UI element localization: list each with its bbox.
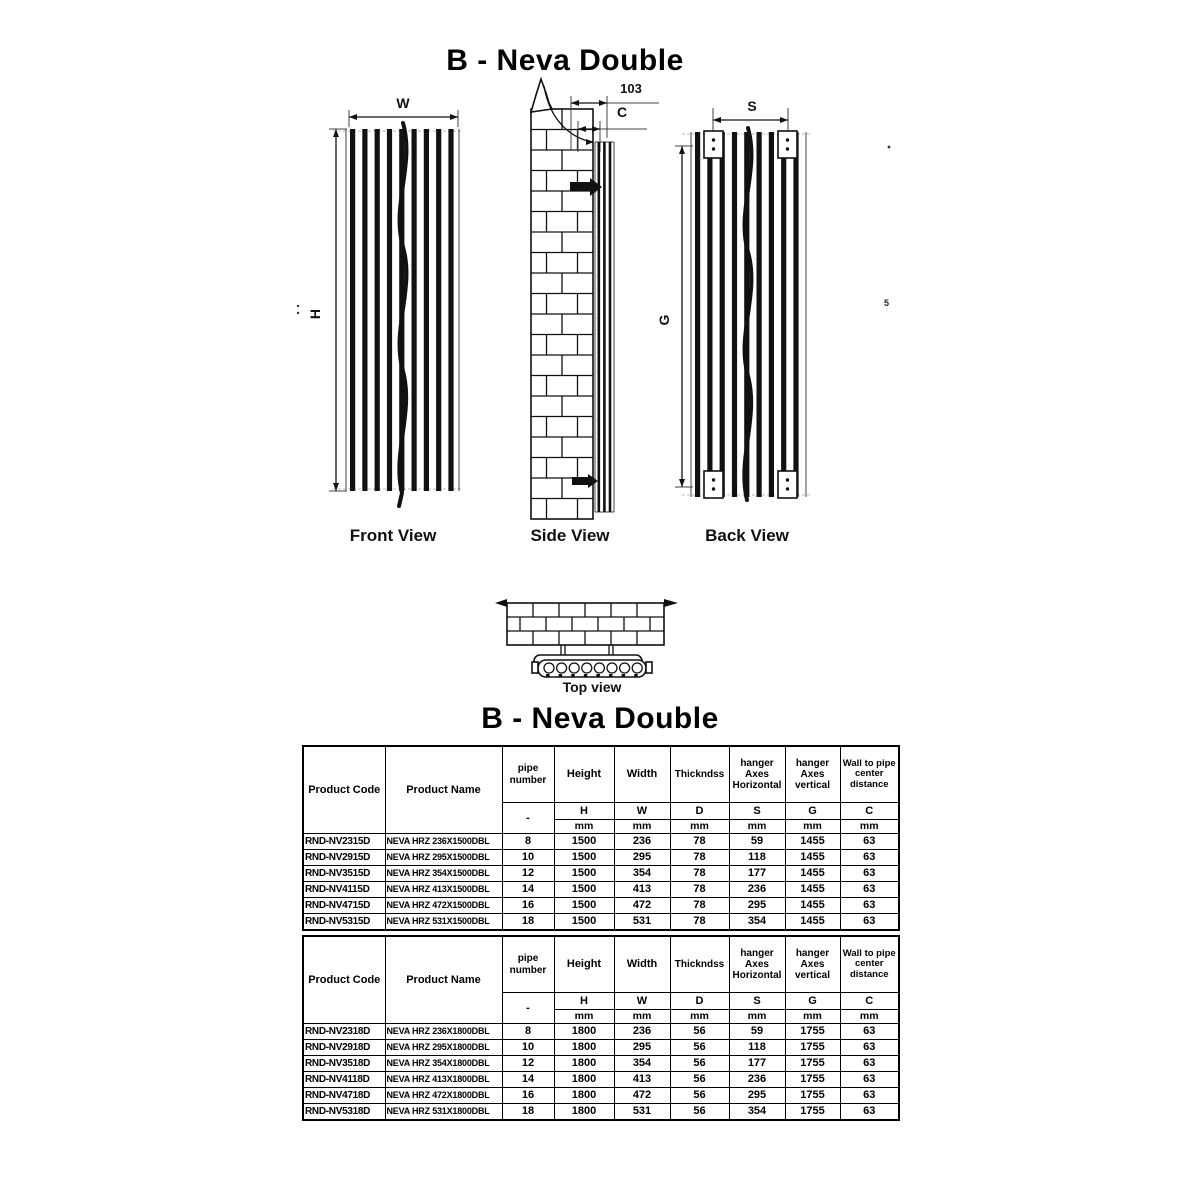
header-hanger-horizontal: hanger Axes Horizontal (729, 936, 785, 993)
header-width: Width (614, 936, 670, 993)
wall-torn-top (531, 79, 552, 112)
table-row (303, 1104, 899, 1121)
table-cell: 78 (670, 850, 729, 866)
table-cell: RND-NV2915D (303, 850, 385, 866)
header-wall-distance: Wall to pipe center distance (840, 746, 899, 803)
table-cell: NEVA HRZ 413X1800DBL (385, 1072, 502, 1088)
tube (757, 132, 762, 497)
brick-pattern (531, 109, 593, 519)
bracket-hole (712, 138, 715, 141)
wall-wing-left (495, 599, 507, 607)
table-cell: 354 (614, 866, 670, 882)
table-cell: 1755 (785, 1072, 840, 1088)
table-cell: 118 (729, 1040, 785, 1056)
table-cell: RND-NV2918D (303, 1040, 385, 1056)
table-cell: NEVA HRZ 531X1800DBL (385, 1104, 502, 1121)
table-row (303, 834, 899, 850)
table-cell: RND-NV5318D (303, 1104, 385, 1121)
stray-dot (297, 305, 299, 307)
table-cell: NEVA HRZ 472X1800DBL (385, 1088, 502, 1104)
table-cell: NEVA HRZ 236X1500DBL (385, 834, 502, 850)
table-cell: 1500 (554, 882, 614, 898)
table-cell: 78 (670, 898, 729, 914)
front-view-label: Front View (349, 526, 437, 545)
table-cell: RND-NV3518D (303, 1056, 385, 1072)
unit-mm: mm (729, 1010, 785, 1024)
table-cell: 1755 (785, 1056, 840, 1072)
front-view (297, 95, 462, 545)
tube (412, 129, 417, 491)
table-cell: 295 (614, 1040, 670, 1056)
symbol-dash: - (502, 993, 554, 1024)
table-cell: RND-NV5315D (303, 914, 385, 931)
table-cell: 236 (729, 882, 785, 898)
table-cell: 1500 (554, 850, 614, 866)
table-cell: 1455 (785, 898, 840, 914)
end-cap (532, 662, 538, 673)
tube-tab (559, 674, 563, 677)
spec-table-1500-wrap (302, 745, 900, 931)
table-row (303, 898, 899, 914)
table-cell: NEVA HRZ 295X1500DBL (385, 850, 502, 866)
wall-wing-right (664, 599, 678, 607)
bracket-hole (786, 487, 789, 490)
tube-circle (569, 663, 579, 673)
tube-circle (557, 663, 567, 673)
unit-mm: mm (785, 820, 840, 834)
stray-dot (297, 312, 299, 314)
table-cell: 8 (502, 834, 554, 850)
table-cell: 1455 (785, 866, 840, 882)
unit-mm: mm (554, 820, 614, 834)
table-cell: RND-NV4715D (303, 898, 385, 914)
table-cell: 14 (502, 882, 554, 898)
bracket-hole (786, 147, 789, 150)
arrowhead (333, 129, 339, 137)
table-cell: 295 (614, 850, 670, 866)
dim-label-w: W (396, 95, 410, 111)
table-cell: 354 (729, 1104, 785, 1121)
table-cell: 1755 (785, 1040, 840, 1056)
table-cell: 1800 (554, 1072, 614, 1088)
tube (362, 129, 367, 491)
header-thickness: Thickndss (670, 746, 729, 803)
dim-label-h: H (307, 308, 323, 320)
table-cell: 16 (502, 898, 554, 914)
symbol-s: S (729, 993, 785, 1010)
dim-label-s: S (747, 98, 757, 114)
table-cell: 531 (614, 1104, 670, 1121)
table-cell: 78 (670, 914, 729, 931)
table-cell: 63 (840, 1040, 899, 1056)
bracket-hole (786, 478, 789, 481)
symbol-g: G (785, 993, 840, 1010)
tube-circle (544, 663, 554, 673)
tube-tab (596, 674, 600, 677)
table-cell: 1500 (554, 866, 614, 882)
table-cell: 63 (840, 1072, 899, 1088)
table-cell: 236 (614, 1024, 670, 1040)
table-cell: 63 (840, 914, 899, 931)
bracket-hole (712, 478, 715, 481)
arrowhead (450, 114, 458, 120)
table-cell: 12 (502, 1056, 554, 1072)
dim-label-c: C (616, 104, 628, 120)
table-cell: 1500 (554, 914, 614, 931)
profile-line (609, 142, 612, 512)
unit-mm: mm (670, 1010, 729, 1024)
bracket-arrow (590, 178, 602, 196)
tube (720, 132, 725, 497)
table-cell: 63 (840, 1024, 899, 1040)
header-product-code: Product Code (303, 936, 385, 1024)
spec-table-1500 (302, 745, 900, 931)
table-cell: RND-NV4718D (303, 1088, 385, 1104)
table-row (303, 866, 899, 882)
dim-label-g: G (656, 314, 672, 326)
table-row (303, 1040, 899, 1056)
table-cell: 56 (670, 1104, 729, 1121)
header-height: Height (554, 746, 614, 803)
table-cell: 1455 (785, 914, 840, 931)
table-row (303, 1024, 899, 1040)
tube-circle (632, 663, 642, 673)
radiator-profile-lines (598, 142, 612, 512)
arrowhead (713, 117, 721, 123)
tube (769, 132, 774, 497)
symbol-dash: - (502, 803, 554, 834)
header-width: Width (614, 746, 670, 803)
spec-table-1800-wrap (302, 935, 900, 1121)
table-cell: 16 (502, 1088, 554, 1104)
table-row (303, 1072, 899, 1088)
table-row (303, 914, 899, 931)
tube-circle (582, 663, 592, 673)
profile-line (598, 142, 601, 512)
unit-mm: mm (785, 1010, 840, 1024)
arrowhead (599, 100, 607, 106)
stray-mark: 5 (884, 298, 890, 308)
stray-dot (888, 146, 891, 149)
table-cell: 18 (502, 914, 554, 931)
table-cell: NEVA HRZ 295X1800DBL (385, 1040, 502, 1056)
table-cell: 18 (502, 1104, 554, 1121)
symbol-s: S (729, 803, 785, 820)
hanger-bracket (704, 471, 723, 498)
table-cell: 63 (840, 834, 899, 850)
tube (732, 132, 737, 497)
bracket-hole (786, 138, 789, 141)
back-view (656, 98, 890, 545)
table-cell: 59 (729, 1024, 785, 1040)
table-cell: 63 (840, 850, 899, 866)
spec-table-1800 (302, 935, 900, 1121)
table-cell: 1800 (554, 1024, 614, 1040)
header-height: Height (554, 936, 614, 993)
tube-tab (609, 674, 613, 677)
tube (424, 129, 429, 491)
table-cell: RND-NV4118D (303, 1072, 385, 1088)
arrowhead (592, 126, 600, 132)
header-hanger-horizontal: hanger Axes Horizontal (729, 746, 785, 803)
table-cell: 1800 (554, 1104, 614, 1121)
table-row (303, 1088, 899, 1104)
table-cell: RND-NV3515D (303, 866, 385, 882)
symbol-g: G (785, 803, 840, 820)
dim-label-103: 103 (620, 81, 642, 96)
unit-mm: mm (554, 1010, 614, 1024)
table-cell: 1455 (785, 850, 840, 866)
table-cell: NEVA HRZ 354X1800DBL (385, 1056, 502, 1072)
table-cell: 63 (840, 882, 899, 898)
table-cell: 1755 (785, 1088, 840, 1104)
profile-line (603, 142, 606, 512)
table-cell: 472 (614, 898, 670, 914)
tube (781, 132, 786, 497)
tube (695, 132, 700, 497)
tube-circle (607, 663, 617, 673)
header-pipe-number: pipe number (502, 746, 554, 803)
bracket-hole (712, 487, 715, 490)
tube (350, 129, 355, 491)
table-cell: NEVA HRZ 531X1500DBL (385, 914, 502, 931)
unit-mm: mm (840, 1010, 899, 1024)
arrowhead (679, 479, 685, 487)
back-view-label: Back View (705, 526, 789, 545)
tube-tab (584, 674, 588, 677)
table-row (303, 1056, 899, 1072)
table-cell: 1500 (554, 834, 614, 850)
tube (436, 129, 441, 491)
table-cell: 413 (614, 1072, 670, 1088)
header-hanger-vertical: hanger Axes vertical (785, 936, 840, 993)
table-cell: 59 (729, 834, 785, 850)
side-view (530, 79, 659, 545)
header-hanger-vertical: hanger Axes vertical (785, 746, 840, 803)
table-cell: NEVA HRZ 354X1500DBL (385, 866, 502, 882)
header-product-code: Product Code (303, 746, 385, 834)
bracket-hole (712, 147, 715, 150)
table-cell: RND-NV2315D (303, 834, 385, 850)
arrowhead (679, 146, 685, 154)
table-cell: 1500 (554, 898, 614, 914)
unit-mm: mm (670, 820, 729, 834)
table-cell: 472 (614, 1088, 670, 1104)
tables-title: B - Neva Double (481, 702, 719, 735)
unit-mm: mm (840, 820, 899, 834)
table-cell: 78 (670, 834, 729, 850)
table-cell: 63 (840, 1056, 899, 1072)
tube-tab (571, 674, 575, 677)
table-cell: NEVA HRZ 472X1500DBL (385, 898, 502, 914)
header-thickness: Thickndss (670, 936, 729, 993)
hanger-bracket (778, 471, 797, 498)
table-cell: 354 (614, 1056, 670, 1072)
table-cell: NEVA HRZ 413X1500DBL (385, 882, 502, 898)
table-cell: 1455 (785, 882, 840, 898)
header-wall-distance: Wall to pipe center distance (840, 936, 899, 993)
tube (375, 129, 380, 491)
tube (793, 132, 798, 497)
top-view-label: Top view (562, 679, 622, 695)
arrowhead (571, 100, 579, 106)
table-cell: 354 (729, 914, 785, 931)
table-cell: 236 (729, 1072, 785, 1088)
table-cell: 56 (670, 1072, 729, 1088)
hanger-bracket (778, 131, 797, 158)
tube-circle (620, 663, 630, 673)
symbol-w: W (614, 803, 670, 820)
table-cell: 8 (502, 1024, 554, 1040)
table-cell: 56 (670, 1056, 729, 1072)
tube (707, 132, 712, 497)
symbol-w: W (614, 993, 670, 1010)
arrowhead (333, 483, 339, 491)
page-title: B - Neva Double (446, 44, 684, 77)
symbol-h: H (554, 993, 614, 1010)
table-cell: 63 (840, 866, 899, 882)
table-cell: 14 (502, 1072, 554, 1088)
table-cell: 10 (502, 850, 554, 866)
table-row (303, 882, 899, 898)
table-cell: 56 (670, 1088, 729, 1104)
end-cap (646, 662, 652, 673)
symbol-d: D (670, 803, 729, 820)
table-cell: 56 (670, 1040, 729, 1056)
table-cell: 236 (614, 834, 670, 850)
tube (448, 129, 453, 491)
arrowhead (349, 114, 357, 120)
table-cell: 63 (840, 1088, 899, 1104)
unit-mm: mm (614, 1010, 670, 1024)
header-product-name: Product Name (385, 746, 502, 834)
table-row (303, 850, 899, 866)
table-cell: 1800 (554, 1088, 614, 1104)
table-cell: 78 (670, 866, 729, 882)
table-cell: 177 (729, 866, 785, 882)
wall-bracket-bottom (572, 477, 590, 485)
table-cell: 1755 (785, 1104, 840, 1121)
symbol-d: D (670, 993, 729, 1010)
side-view-label: Side View (530, 526, 610, 545)
table-cell: RND-NV4115D (303, 882, 385, 898)
table-cell: 177 (729, 1056, 785, 1072)
table-cell: 12 (502, 866, 554, 882)
table-cell: 295 (729, 1088, 785, 1104)
header-pipe-number: pipe number (502, 936, 554, 993)
symbol-c: C (840, 803, 899, 820)
table-cell: 1455 (785, 834, 840, 850)
table-cell: 56 (670, 1024, 729, 1040)
tube-tab (546, 674, 550, 677)
symbol-h: H (554, 803, 614, 820)
tube-tab (634, 674, 638, 677)
arrowhead (780, 117, 788, 123)
table-cell: 1800 (554, 1040, 614, 1056)
table-cell: 295 (729, 898, 785, 914)
table-cell: 118 (729, 850, 785, 866)
table-cell: 1755 (785, 1024, 840, 1040)
top-view (495, 599, 678, 695)
table-cell: 63 (840, 898, 899, 914)
tube (387, 129, 392, 491)
table-cell: 10 (502, 1040, 554, 1056)
header-product-name: Product Name (385, 936, 502, 1024)
wall-bracket-top (570, 182, 592, 191)
table-cell: NEVA HRZ 236X1800DBL (385, 1024, 502, 1040)
table-cell: 531 (614, 914, 670, 931)
tube-circle (594, 663, 604, 673)
table-cell: 413 (614, 882, 670, 898)
table-cell: 63 (840, 1104, 899, 1121)
table-cell: RND-NV2318D (303, 1024, 385, 1040)
table-cell: 1800 (554, 1056, 614, 1072)
symbol-c: C (840, 993, 899, 1010)
hanger-bracket (704, 131, 723, 158)
table-cell: 78 (670, 882, 729, 898)
tube-tab (622, 674, 626, 677)
unit-mm: mm (729, 820, 785, 834)
unit-mm: mm (614, 820, 670, 834)
